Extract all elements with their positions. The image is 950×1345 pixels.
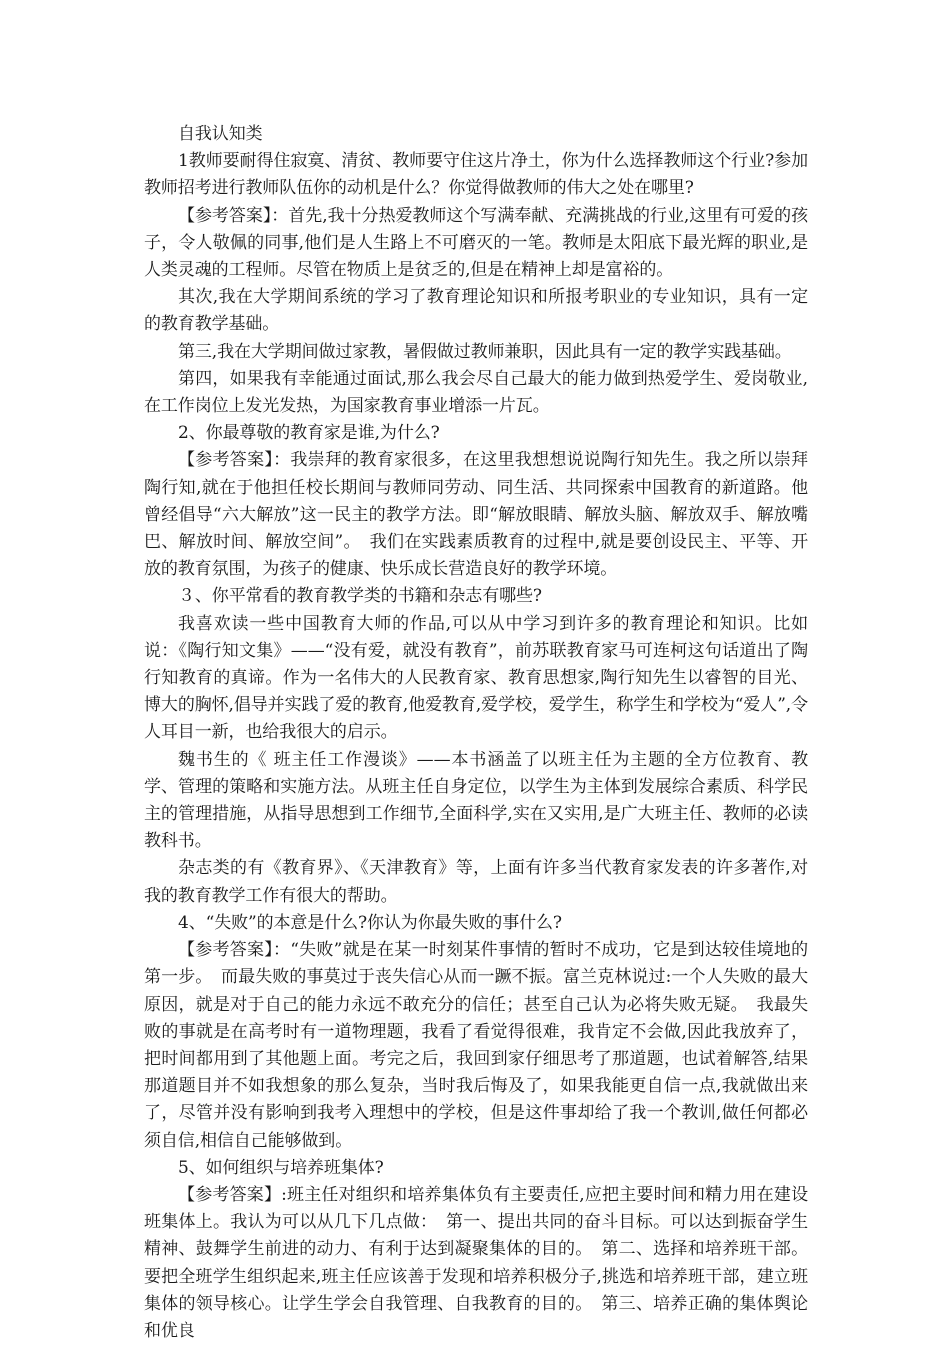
question-1: 1教师要耐得住寂寞、清贫、教师要守住这片净土，你为什么选择教师这个行业?参加教师招考进行教师队伍你的动机是什么？你觉得做教师的伟大之处在哪里?	[144, 151, 808, 199]
answer-4: 【参考答案】：“失败”就是在某一时刻某件事情的暂时不成功，它是到达较佳境地的第一步。 而最失败的事莫过于丧失信心从而一蹶不振。富兰克林说过:一个人失败的最大原因，就是对于自己的能力永远不敢充分的信任；甚至自己认为必将失败无疑。 我最失败的事就是在高考时有一道物理题，我看了看觉得很难，我肯定不会做,因此我放弃了，把时间都用到了其他题上面。考完之后，我回到家仔细思考了那道题，也试着解答,结果那道题目并不如我想象的那么复杂，当时我后悔及了，如果我能更自信一点,我就做出来了，尽管并没有影响到我考入理想中的学校，但是这件事却给了我一个教训,做任何都必须自信,相信自己能够做到。	[144, 940, 808, 1151]
answer-1-paragraph-1: 【参考答案】：首先,我十分热爱教师这个写满奉献、充满挑战的行业,这里有可爱的孩子，令人敬佩的同事,他们是人生路上不可磨灭的一笔。教师是太阳底下最光辉的职业,是人类灵魂的工程师。尽管在物质上是贫乏的,但是在精神上却是富裕的。	[144, 205, 808, 281]
document-body	[144, 121, 808, 1345]
question-3: ３、你平常看的教育教学类的书籍和杂志有哪些?	[178, 586, 542, 607]
answer-1-paragraph-3: 第三,我在大学期间做过家教，暑假做过教师兼职，因此具有一定的教学实践基础。	[178, 341, 792, 362]
answer-3-paragraph-1: 我喜欢读一些中国教育大师的作品,可以从中学习到许多的教育理论和知识。比如说：《陶行知文集》——“没有爱，就没有教育”，前苏联教育家马可连柯这句话道出了陶行知教育的真谛。作为一名伟大的人民教育家、教育思想家,陶行知先生以睿智的目光、博大的胸怀,倡导并实践了爱的教育,他爱教育,爱学校，爱学生，称学生和学校为“爱人”,令人耳目一新，也给我很大的启示。	[144, 613, 808, 743]
answer-1-paragraph-4: 第四，如果我有幸能通过面试,那么我会尽自己最大的能力做到热爱学生、爱岗敬业,在工作岗位上发光发热，为国家教育事业增添一片瓦。	[144, 368, 808, 417]
answer-5: 【参考答案】:班主任对组织和培养集体负有主要责任,应把主要时间和精力用在建设班集体上。我认为可以从几下几点做： 第一、提出共同的奋斗目标。可以达到振奋学生精神、鼓舞学生前进的动力、有利于达到凝聚集体的目的。 第二、选择和培养班干部。要把全班学生组织起来,班主任应该善于发现和培养积极分子,挑选和培养班干部，建立班集体的领导核心。让学生学会自我管理、自我教育的目的。 第三、培养正确的集体舆论和优良	[144, 1184, 808, 1341]
answer-3-paragraph-2: 魏书生的《 班主任工作漫谈》——本书涵盖了以班主任为主题的全方位教育、教学、管理的策略和实施方法。从班主任自身定位，以学生为主体到发展综合素质、科学民主的管理措施，从指导思想到工作细节,全面科学,实在又实用,是广大班主任、教师的必读教科书。	[144, 749, 808, 852]
answer-2: 【参考答案】：我崇拜的教育家很多，在这里我想想说说陶行知先生。我之所以崇拜陶行知,就在于他担任校长期间与教师同劳动、同生活、共同探索中国教育的新道路。他曾经倡导“六大解放”这一民主的教学方法。即“解放眼睛、解放头脑、解放双手、解放嘴巴、解放时间、解放空间”。 我们在实践素质教育的过程中,就是要创设民主、平等、开放的教育氛围，为孩子的健康、快乐成长营造良好的教学环境。	[144, 450, 808, 580]
question-5: 5、如何组织与培养班集体?	[178, 1157, 384, 1178]
question-2: 2、你最尊敬的教育家是谁,为什么?	[178, 423, 440, 444]
answer-3-paragraph-3: 杂志类的有《教育界》、《天津教育》等，上面有许多当代教育家发表的许多著作,对我的教育教学工作有很大的帮助。	[144, 858, 808, 906]
section-heading: 自我认知类	[178, 124, 263, 144]
answer-1-paragraph-2: 其次,我在大学期间系统的学习了教育理论知识和所报考职业的专业知识，具有一定的教育教学基础。	[144, 287, 808, 335]
question-4: 4、“失败”的本意是什么?你认为你最失败的事什么?	[178, 912, 562, 933]
